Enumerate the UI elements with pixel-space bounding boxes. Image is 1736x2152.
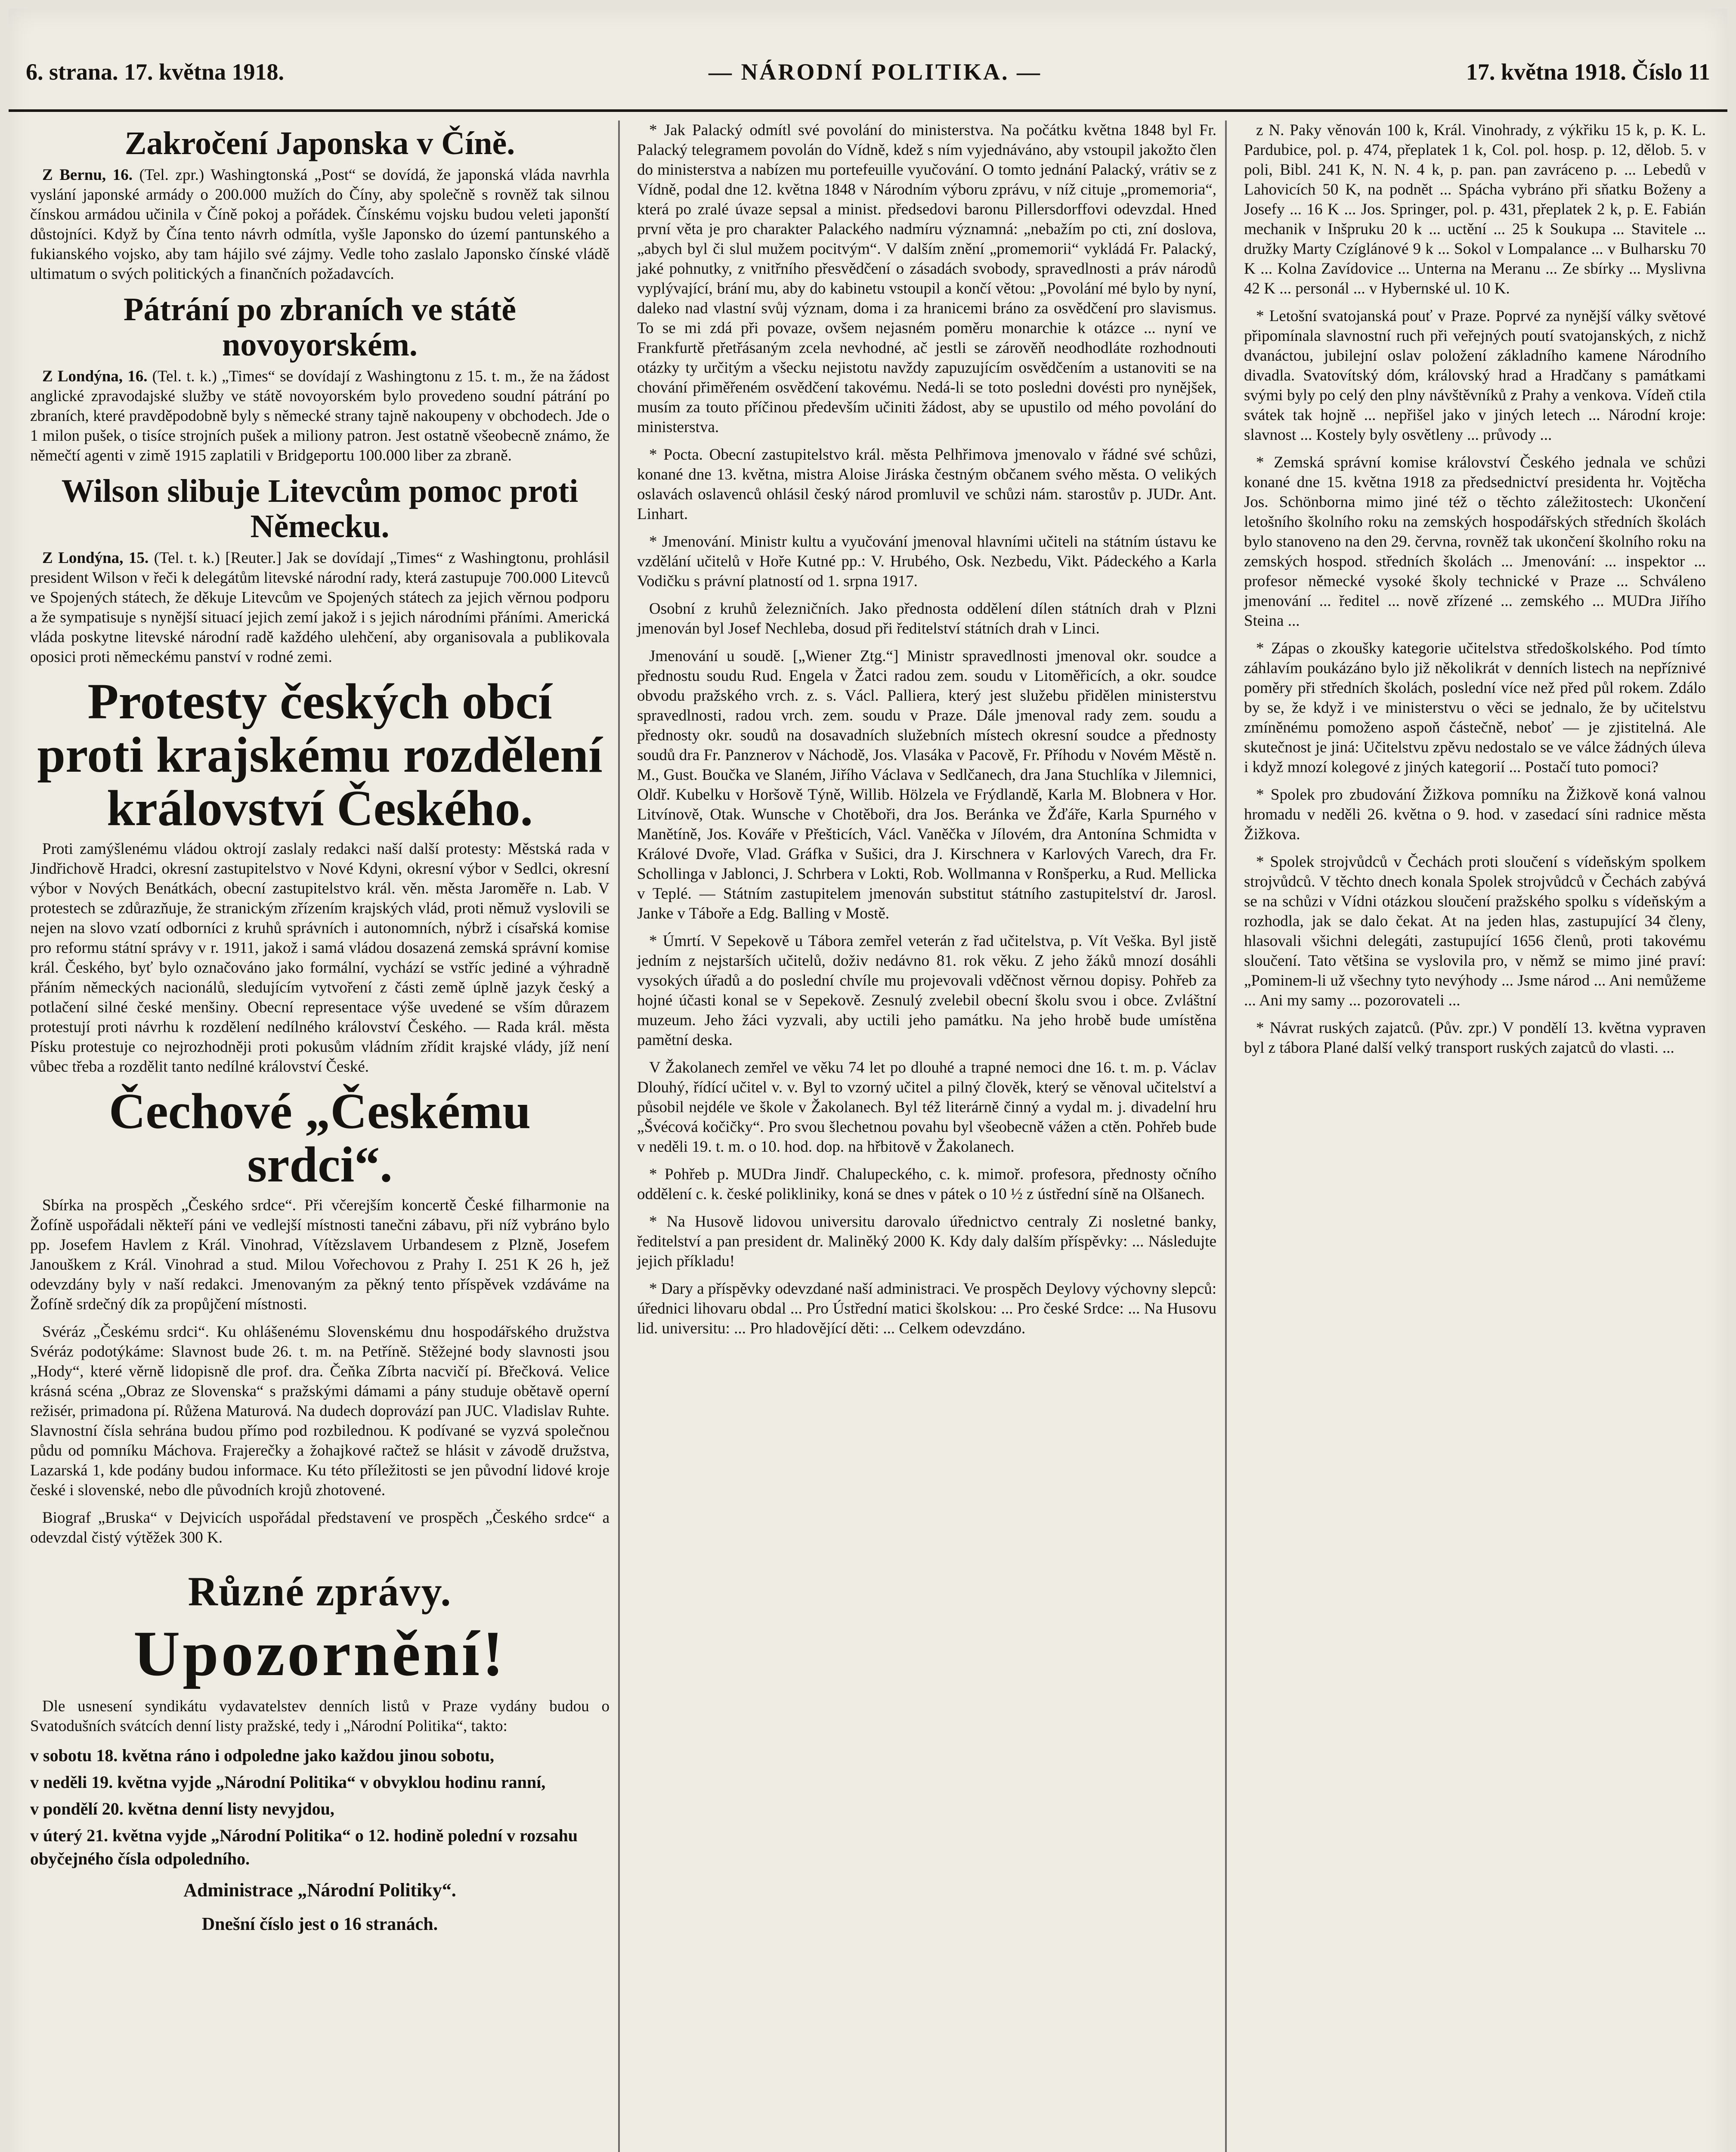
article-zeleznice: Osobní z kruhů železničních. Jako přednosta oddělení dílen státních drah v Plzni jmenován byl Josef Nechleba, dosud při ředitelství státních drah v Linci. (637, 600, 1216, 637)
announcement-signature: Administrace „Národní Politiky“. (183, 1880, 456, 1901)
announcement-item: v úterý 21. května vyjde „Národní Politika“ o 12. hodině polední v rozsahu obyčejného čísla odpoledního. (30, 1826, 578, 1868)
article-umrti: * Úmrtí. V Sepekově u Tábora zemřel veterán z řad učitelstva, p. Vít Veška. Byl jistě jedním z nejstarších učitelů, doživ nedávno 81. rok věku. Z jeho žáků mnozí dosáhli vysokých úřadů a do poslední chvíle mu projevovali vděčnost věrnou dopisy. Pohřeb za hojné účasti konal se v Sepekově. Zesnulý zvelebil obecní školu svou i obce. Zvláštní muzeum. Jeho žáci vyzvali, aby uctili jeho památku. Na jeho hrobě bude umístěna pamětní deska. (637, 932, 1216, 1049)
misc-news-section (30, 1555, 610, 1935)
column-left (22, 121, 620, 2152)
article-weapons (30, 367, 610, 466)
headline-wilson: Wilson slibuje Litevcům pomoc proti Německu. (61, 473, 579, 544)
announcement-list (30, 1744, 610, 1871)
article-sbirky: z N. Paky věnován 100 k, Král. Vinohrady, z výkřiku 15 k, p. K. L. Pardubice, pol. p. 474, přeplatek 1 k, Col. pol. hosp. p. 12, dělob. 5. v poli, Bibl. 241 K, N. N. 4 k, p. pan. pan zavráceno p. ... Lebedů v Lahovicích 50 K, na podnět ... Spácha vybráno při sňatku Boženy a Josefy ... 16 K ... Jos. Springer, pol. p. 431, přeplatek 2 k, p. E. Fabián mechanik v Inšpruku 20 k ... uctění ... 25 k Soukupa ... Stavitele ... družky Marty Czíglánové 9 k ... Sokol v Lompalance ... v Bulharsku 70 K ... Kolna Zavídovice ... Unterna na Meranu ... Ze sbírky ... Myslivna 42 K ... personál ... v Hybernské ul. 10 K. (1244, 121, 1706, 297)
headline-ceske-srdce: Čechové „Českému srdci“. (109, 1083, 531, 1193)
article-svatojanska-pout: * Letošní svatojanská pouť v Praze. Poprvé za nynější války světové připomínala slavnostní ruch při veřejných poutí svatojanských, z nichž dvanáctou, jubilejní oslav položení základního kamene Národního divadla. Svatovítský dóm, královský hrad a Hradčany s památkami svými byly po celý den plny návštěvníků z Prahy a venkova. Vídeň ctila svátek tak hojně ... nepřišel jako v jiných letech ... Národní kroje: slavnost ... Kostely byly osvětleny ... průvody ... (1244, 307, 1706, 444)
body-weapons: (Tel. t. k.) „Times“ se dovídají z Washingtonu z 15. t. m., že na žádost anglické zpravodajské služby ve státě novoyorském bylo provedeno soudní pátrání po zbraních, které pravděpodobně byly s německé strany tajně nakoupeny v obchodech. Jde o 1 milon pušek, o tisíce strojních pušek a miliony patron. Jest ostatně všeobecně známo, že němečtí agenti v zimě 1915 zaplatili v Bridgeportu 100.000 liber za zbraně. (30, 368, 610, 464)
dateline-weapons: Z Londýna, 16. (42, 368, 148, 385)
column-right (1235, 121, 1714, 2152)
announcement-intro: Dle usnesení syndikátu vydavatelstev denních listů v Praze vydány budou o Svatodušních svátcích denní listy pražské, tedy i „Národní Politika“, takto: (30, 1697, 610, 1735)
headline-japan: Zakročení Japonska v Číně. (124, 125, 515, 161)
article-wilson (30, 548, 610, 667)
column-middle (628, 121, 1227, 2152)
dateline-japan: Z Bernu, 16. (42, 166, 133, 184)
dateline-wilson: Z Londýna, 15. (42, 549, 149, 567)
article-zemska-komise: * Zemská správní komise království Českého jednala ve schůzi konané dne 15. května 1918 za předsednictví presidenta hr. Vojtěcha Jos. Schönborna mimo jiné též o těchto záležitostech: Ukončení letošního školního roku na zemských hospodářských středních školách bylo stanoveno na den 29. června, rovněž tak ukončení školního roku na zemských hospod. středních školách ... Jmenování: ... inspektor ... profesor německé vysoké školy technické v Praze ... Schváleno jmenování ... ředitel ... nově zřízené ... zemského ... MUDra Jiřího Steina ... (1244, 454, 1706, 630)
article-umrti-zakolany: V Žakolanech zemřel ve věku 74 let po dlouhé a trapné nemoci dne 16. t. m. p. Václav Dlouhý, řídící učitel v. v. Byl to vzorný učitel a pilný člověk, který se věnoval učitelství a působil nejdéle ve škole v Žakolanech. Byl též literárně činný a vydal m. j. divadelní hru „Švécová kočičky“. Pro svou šlechetnou povahu byl všeobecně vážen a ctěn. Pohřeb bude v neděli 19. t. m. o 10. hod. dop. na hřbitově v Žakolanech. (637, 1059, 1216, 1156)
article-protests: Proti zamýšlenému vládou oktrojí zaslaly redakci naší další protesty: Městská rada v Jindřichově Hradci, okresní zastupitelstvo v Nové Kdyni, okresní výbor v Sedlci, okresní výbor v Nových Benátkách, obecní zastupitelstvo král. věn. města Jaroměře n. Lab. V protestech se zdůrazňuje, že stranickým zřízením krajských vlád, proti němuž vyslovili se nejen na slovo vzatí odborníci z kruhů správních i autonomních, nýbrž i císařská komise pro reformu státní správy v r. 1911, jakož i samá vládou dosazená zemská správní komise král. Českého, byť bylo označováno jako formální, vychází se vstříc jediné a výhradně přáním německých nacionálů, sledujícím vytvoření z části země úplně jazyk český a potlačení silné české menšiny. Obecní representace výše uvedené se vším důrazem protestují proti návrhu k rozdělení nedílného království Českého. — Rada král. města Písku protestuje co nejrozhodněji proti pokusům vládním zřídit krajské vlády, jíž není vůbec třeba a rozdělit tanto nedílné království České. (30, 840, 610, 1076)
article-zajatci: * Návrat ruských zajatců. (Pův. zpr.) V pondělí 13. května vypraven byl z tábora Plané další velký transport ruských zajatců do vlasti. ... (1244, 1019, 1706, 1057)
page-count-note: Dnešní číslo jest o 16 stranách. (201, 1914, 438, 1934)
headline-weapons: Pátrání po zbraních ve státě novoyorském. (124, 291, 516, 363)
headline-protests: Protesty českých obcí proti krajskému rozdělení království Českého. (37, 673, 603, 836)
header-left: 6. strana. 17. května 1918. (26, 59, 285, 85)
article-soudy: Jmenování u soudě. [„Wiener Ztg.“] Ministr spravedlnosti jmenoval okr. soudce a přednostu soudu Rud. Engela v Žatci radou zem. soudu v Litoměřicích, a okr. soudce obvodu pražského vrch. z. s. Václ. Palliera, který jest služebu přidělen ministerstvu spravedlnosti, radou vrch. zem. soudu v Praze. Dále jmenoval rady zem. soudu a přednosty okr. soudů na dosavadních služebních místech okresní soudce a přednosty soudů dra Fr. Panznerov v Náchodě, Jos. Vlasáka v Pacově, Fr. Příhodu v Novém Městě n. M., Gust. Boučka ve Slaném, Jiřího Václava v Sedlčanech, dra Jana Stuchlíka v Jilemnici, Oldř. Kubelku v Horšově Týně, Willib. Hölzela ve Frýdlandě, Karla M. Blobnera v Hor. Litvínově, Otak. Wunsche v Chotěboři, dra Jos. Beránka ve Žďáře, Karla Spurného v Manětíně, Jos. Kováře v Přešticích, Václ. Vaněčka v Jílovém, dra Antonína Schmidta v Králové Dvoře, Vlad. Gráfka v Sušici, dra J. Kirschnera v Karlových Varech, dra Fr. Schollinga v Jablonci, J. Schrbera v Lokti, Rob. Wollmanna v Ronšperku, a Rud. Mellicka v Teplé. — Státním zastupitelem jmenován substitut státního zastupitelství dr. Jarosl. Janke v Táboře a Edg. Balling v Mostě. (637, 647, 1216, 922)
article-jmenovani: * Jmenování. Ministr kultu a vyučování jmenoval hlavními učiteli na státním ústavu ke vzdělání učitelů v Hoře Kutné pp.: V. Hrubého, Osk. Nezbedu, Vikt. Pádeckého a Karla Vodičku s právní platností od 1. srpna 1917. (637, 533, 1216, 590)
article-palacky: * Jak Palacký odmítl své povolání do ministerstva. Na počátku května 1848 byl Fr. Palacký telegramem povolán do Vídně, kdež s ním vyjednáváno, aby vstoupil jakožto člen do ministerstva a nabízen mu portefeuille vyučování. O tomto jednání Palacký, vrátiv se z Vídně, podal dne 12. května 1848 v Národním výboru zprávu, v níž cituje „promemoria“, která po zralé úvaze sepsal a minist. předsedovi baronu Pillersdorffovi odevzdal. Hned první věta je pro charakter Palackého nadmíru významná: „nebažím po cti, zní doslova, „abych byl či slul mužem pocitvým“. V dalším znění „promemorii“ vykládá Fr. Palacký, jaké pohnutky, z vnitřního přesvědčení o zásadách svobody, spravedlnosti a práv národů vyplývající, brání mu, aby do kabinetu vstoupil a končí větou: „Povolání mé bylo by nyní, daleko nad vlastní svůj význam, doma i za hranicemi bráno za osvědčení pro slavismus. To se mi zdá při povaze, ovšem nejasném poměru monarchie k otázce ... nyní ve Frankfurtě přetřásaným zcela nevhodné, ač jestli se zárověň neodhodláte rozhodnouti otázky ty určitým a všecku nejistotu navždy zapuzujícím osvědčením a ustanoviti se na chování přiměřeném osvědčení takovému. Nedá-li se toto posledni dovésti pro nynějšek, musím za touto příčinou především učiniti žádost, aby se upustilo od mého povolání do ministerstva. (637, 121, 1216, 436)
body-wilson: (Tel. t. k.) [Reuter.] Jak se dovídají „Times“ z Washingtonu, prohlásil president Wilson v řeči k delegátům litevské národní rady, která zastupuje 700.000 Litevců ve Spojených státech, že děkuje Litevcům ve Spojených státech za jejich věrnou podporu a že sympatisuje s nynější situací jejich zemí jakož i s jejich národními přáními. Americká vláda poskytne litevské národní radě každého ulehčení, aby organisovala a publikovala oposici proti německému panství v rodné zemi. (30, 549, 610, 666)
section-title-misc: Různé zprávy. (188, 1568, 452, 1614)
article-ceske-srdce-3: Biograf „Bruska“ v Dejvicích uspořádal představení ve prospěch „Českého srdce“ a odevzdal čistý výtěžek 300 K. (30, 1509, 610, 1546)
announcement-item: v pondělí 20. května denní listy nevyjdou, (30, 1799, 334, 1818)
announcement-item: v sobotu 18. května ráno i odpoledne jako každou jinou sobotu, (30, 1746, 495, 1765)
article-zizkuv-pomnik: * Spolek pro zbudování Žižkova pomníku na Žižkově koná valnou hromadu v neděli 26. května o 9. hod. v zasedací síni radnice města Žižkova. (1244, 786, 1706, 843)
article-husova-universita: * Na Husově lidovou universitu darovalo úřednictvo centraly Zi nosletné banky, ředitelství a pan president dr. Maliněký 2000 K. Kdy daly dalším příspěvky: ... Následujte jejich příkladu! (637, 1213, 1216, 1270)
masthead-title: — NÁRODNÍ POLITIKA. — (708, 59, 1042, 85)
article-ceske-srdce-1: Sbírka na prospěch „Českého srdce“. Při včerejším koncertě České filharmonie na Žofíně uspořádali někteří páni ve vedlejší místnosti tanečni zábavu, při níž vybráno bylo pp. Josefem Havlem z Král. Vinohrad, Vítězslavem Urbandesem z Plzně, Josefem Janouškem z Král. Vinohrad a stud. Milou Vořechovou z Prahy I. 251 K 26 h, jež odevzdány byly v naší redakci. Jmenovaným za pěkný tento příspěvek vzdáváme na Žofíně srdečný dík za propůjčení místnosti. (30, 1197, 610, 1313)
article-ceske-srdce-2: Svéráz „Českému srdci“. Ku ohlášenému Slovenskému dnu hospodářského družstva Svéráz podotýkáme: Slavnost bude 26. t. m. na Petříně. Stěžejné body slavnosti jsou „Hody“, které věrně lidopisně dle prof. dra. Čeňka Zíbrta nacvičí pí. Břečková. Velice krásná scéna „Obraz ze Slovenska“ s pražskými dámami a pány studuje obětavě operní režisér, primadona pí. Růžena Maturová. Na dudech doprovází pan JUC. Vladislav Ruhte. Slavnostní čísla sehrána budou přímo pod rozbilednou. K podívané se vyzvá společnou půdu od pomníku Máchova. Frajerečky a žohajkové račtež se hlásit v závodě družstva, Lazarská 1, kde podány budou informace. Ku této příležitosti se jen původní lidové kroje české i slovenské, nebo dle původních krojů zhotovené. (30, 1323, 610, 1499)
columns (22, 121, 1714, 2152)
page-header (9, 9, 1727, 112)
article-strojvudci: * Spolek strojvůdců v Čechách proti sloučení s vídeňským spolkem strojvůdců. V těchto dnech konala Spolek strojvůdců v Čechách zabývá se na schůzi v Vídni otázkou sloučení pražského spolku s vídeňským a rozhodla, jak se dalo čekat. At na jeden hlas, zastupující 34 členy, hlasovali všichni delegáti, zastupující 1656 členů, proti takovému sloučení. Tato většina se vyslovila pro, v němž se mimo jiné praví: „Pominem-li už všechny tyto nevýhody ... Jsme národ ... Ani nemůžeme ... Ani my samy ... pozorovateli ... (1244, 853, 1706, 1009)
announcement-item: v neděli 19. května vyjde „Národní Politika“ v obvyklou hodinu ranní, (30, 1772, 546, 1792)
body-japan: (Tel. zpr.) Washingtonská „Post“ se dovídá, že japonská vláda navrhla vyslání japonské armády o 200.000 mužích do Číny, aby společně s rovněž tak silnou čínskou armádou učinila v Číně pokoj a pořádek. Čínskému vojsku budou veleti japonští důstojníci. Když by Čína tento návrh odmítla, vyšle Japonsko do území pantunského a fukianského vojsko, aby tam hájilo své zájmy. Vedle toho zaslalo Japonsko čínské vládě ultimatum o svých politických a finančních požadavcích. (30, 166, 610, 283)
article-dary: * Dary a příspěvky odevzdané naší administraci. Ve prospěch Deylovy výchovny slepců: úřednici lihovaru obdal ... Pro Ústřední matici školskou: ... Pro české Srdce: ... Na Husovu lid. universitu: ... Pro hladovějící děti: ... Celkem odevzdáno. (637, 1280, 1216, 1337)
article-pocta: * Pocta. Obecní zastupitelstvo král. města Pelhřimova jmenovalo v řádné své schůzi, konané dne 13. května, mistra Aloise Jiráska čestným občanem svého města. O velikých oslavách oslavenců ohlásil český národ promluvil ve schůzi nám. starostův p. JUDr. Ant. Linhart. (637, 446, 1216, 523)
article-pohreb: * Pohřeb p. MUDra Jindř. Chalupeckého, c. k. mimoř. profesora, přednosty očního oddělení c. k. české polikliniky, koná se dnes v pátek o 10 ½ z ústřední síně na Olšanech. (637, 1166, 1216, 1203)
newspaper-page (9, 9, 1727, 2152)
header-right: 17. května 1918. Číslo 11 (1466, 59, 1710, 85)
announcement-title: Upozornění! (133, 1618, 506, 1689)
article-ucitelstvo: * Zápas o zkoušky kategorie učitelstva středoškolského. Pod tímto záhlavím poukázáno bylo již několikrát v denních listech na nepříznivé poměry při středních školách, poslední více než před půl rokem. Zdálo by se, že když i ve ministerstvu o věci se jednalo, že by učitelstvu zmíněnému pomoženo aspoň částečně, neboť — je zjistitelná. Ale skutečnost je jiná: Učitelstvu zpěvu nedostalo se ve válce žádných úleva i když mnozí kolegové z jiných kategorií ... Postačí tuto pomoci? (1244, 640, 1706, 776)
article-japan (30, 165, 610, 284)
